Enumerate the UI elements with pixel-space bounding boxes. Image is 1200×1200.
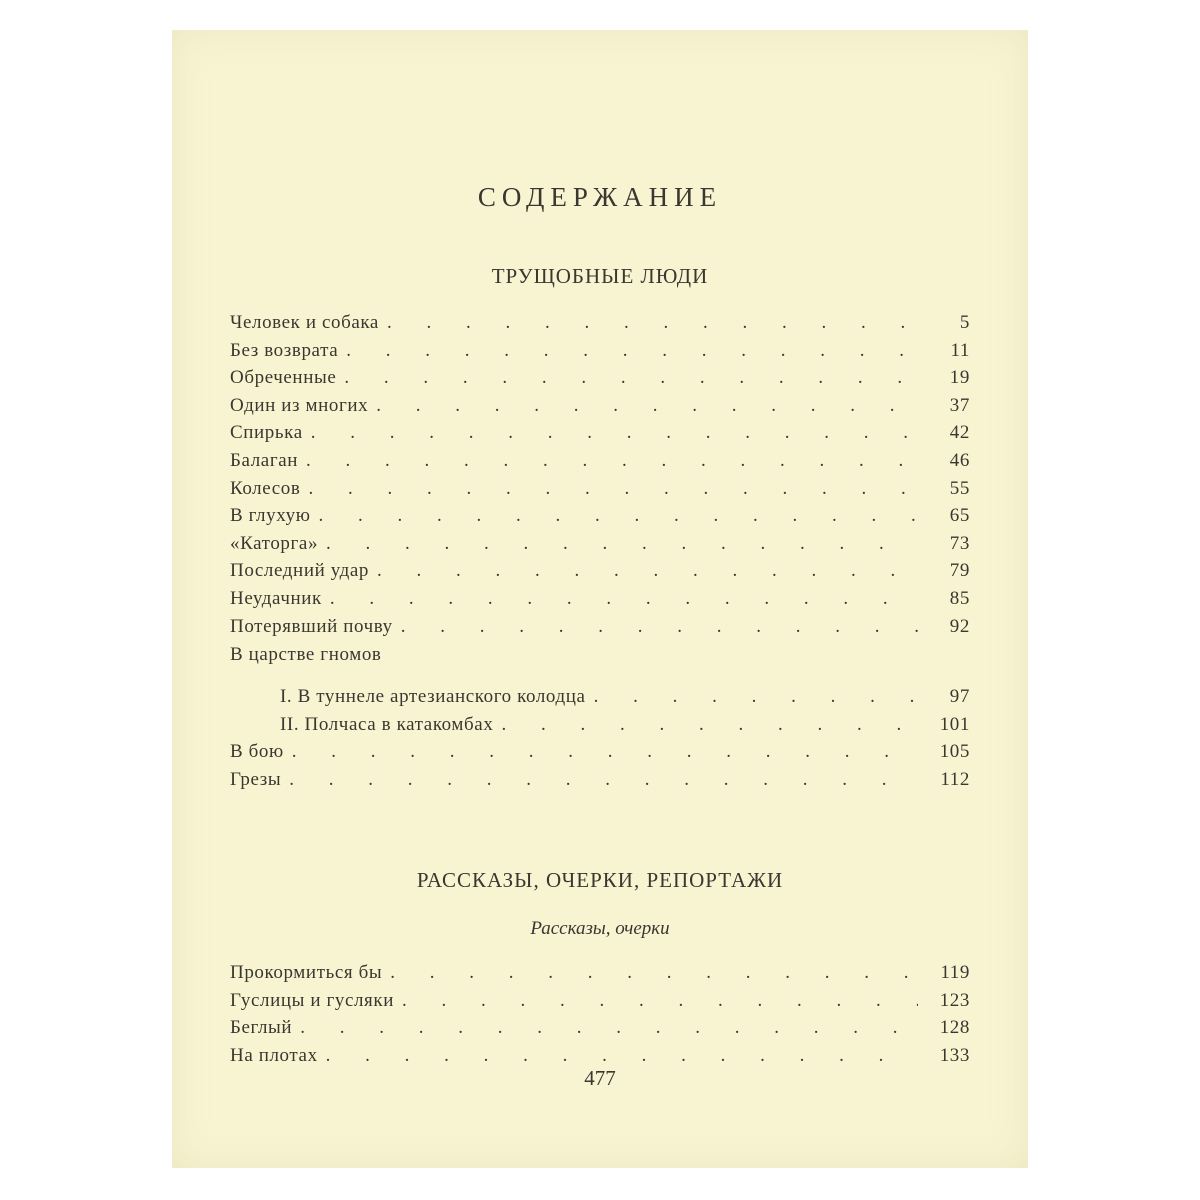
toc-group-gnomes xyxy=(230,644,970,672)
toc-entry-page: 46 xyxy=(949,449,970,471)
toc-entry-page: 101 xyxy=(939,713,970,735)
toc-entry-title: В бою xyxy=(230,741,284,763)
toc-entry-page: 97 xyxy=(949,686,970,707)
dot-leader xyxy=(308,478,918,500)
toc-entry xyxy=(230,962,970,990)
book-page xyxy=(172,30,1028,1168)
toc-entry-page: 42 xyxy=(949,422,970,444)
toc-entry xyxy=(230,741,970,769)
toc-entry-page: 65 xyxy=(949,505,970,527)
toc-entry-page: 19 xyxy=(949,367,970,389)
subsection-title: Рассказы, очерки xyxy=(530,918,670,939)
toc-entry xyxy=(230,588,970,616)
toc-entry-title: II. Полчаса в катакомбах xyxy=(280,713,494,735)
dot-leader xyxy=(402,990,918,1012)
toc-entry xyxy=(230,1017,970,1045)
toc-entry-title: Обреченные xyxy=(230,367,337,389)
toc-entry-page: 85 xyxy=(949,587,970,609)
toc-entry-title: Один из многих xyxy=(230,394,369,416)
toc-list-section-2 xyxy=(230,962,970,1072)
toc-entry-page: 79 xyxy=(949,560,970,582)
toc-entry-title: Прокормиться бы xyxy=(230,962,383,983)
dot-leader xyxy=(401,616,918,638)
page-title: СОДЕРЖАНИЕ xyxy=(477,182,723,212)
dot-leader xyxy=(292,741,918,763)
dot-leader xyxy=(319,505,918,527)
toc-entry xyxy=(230,533,970,561)
dot-leader xyxy=(289,769,918,791)
toc-entry-title: Грезы xyxy=(230,768,282,790)
toc-entry-title: Последний удар xyxy=(230,560,370,582)
dot-leader xyxy=(376,395,918,417)
dot-leader xyxy=(377,560,918,582)
toc-entry xyxy=(230,312,970,340)
toc-entry-title: «Каторга» xyxy=(230,532,319,554)
toc-entry xyxy=(230,560,970,588)
toc-entry xyxy=(230,990,970,1018)
toc-entry-page: 73 xyxy=(949,532,970,554)
dot-leader xyxy=(344,367,918,389)
dot-leader xyxy=(300,1017,918,1039)
toc-entry xyxy=(230,340,970,368)
dot-leader xyxy=(326,533,918,555)
toc-entry-page: 133 xyxy=(939,1044,970,1066)
toc-entry-title: Балаган xyxy=(230,449,299,471)
toc-entry-page: 5 xyxy=(959,312,970,333)
toc-entry-title: Без возврата xyxy=(230,339,339,361)
toc-entry xyxy=(230,686,970,714)
toc-entry-title: Неудачник xyxy=(230,587,322,609)
toc-entry-page: 123 xyxy=(939,989,970,1011)
dot-leader xyxy=(387,312,918,334)
dot-leader xyxy=(501,714,918,736)
toc-entry xyxy=(230,478,970,506)
toc-entry-title: В глухую xyxy=(230,505,311,527)
page-number: 477 xyxy=(584,1066,616,1090)
toc-list-section-1 xyxy=(230,312,970,643)
dot-leader xyxy=(390,962,918,984)
toc-entry xyxy=(230,422,970,450)
toc-entry-title: Потерявший почву xyxy=(230,615,393,637)
section-title-2: РАССКАЗЫ, ОЧЕРКИ, РЕПОРТАЖИ xyxy=(416,868,784,892)
toc-entry-page: 119 xyxy=(940,962,970,983)
toc-entry-page: 128 xyxy=(939,1017,970,1039)
toc-entry-title: I. В туннеле артезианского колодца xyxy=(280,686,586,707)
toc-entry-title: Гуслицы и гусляки xyxy=(230,989,394,1011)
toc-entry xyxy=(230,505,970,533)
toc-entry-page: 112 xyxy=(940,768,970,790)
toc-entry-page: 55 xyxy=(949,477,970,499)
toc-entry xyxy=(230,367,970,395)
dot-leader xyxy=(346,340,918,362)
toc-entry-page: 105 xyxy=(939,741,970,763)
dot-leader xyxy=(326,1045,918,1067)
toc-entry xyxy=(230,616,970,644)
toc-entry xyxy=(230,395,970,423)
dot-leader xyxy=(330,588,918,610)
dot-leader xyxy=(594,686,918,708)
toc-entry xyxy=(230,450,970,478)
toc-entry-page: 11 xyxy=(950,339,970,361)
toc-entry-page: 92 xyxy=(949,615,970,637)
toc-entry-title: Спирька xyxy=(230,422,303,444)
section-title-1: ТРУЩОБНЫЕ ЛЮДИ xyxy=(491,264,709,288)
dot-leader xyxy=(311,422,918,444)
toc-group-heading-text: В царстве гномов xyxy=(230,644,382,665)
toc-entry-title: Человек и собака xyxy=(230,312,379,333)
toc-entry-title: На плотах xyxy=(230,1044,318,1066)
toc-list-group-entries xyxy=(230,686,970,796)
toc-entry-title: Беглый xyxy=(230,1017,293,1039)
toc-entry xyxy=(230,714,970,742)
toc-entry-page: 37 xyxy=(949,394,970,416)
toc-entry xyxy=(230,769,970,797)
toc-group-heading xyxy=(230,644,970,672)
dot-leader xyxy=(306,450,918,472)
toc-entry-title: Колесов xyxy=(230,477,301,499)
